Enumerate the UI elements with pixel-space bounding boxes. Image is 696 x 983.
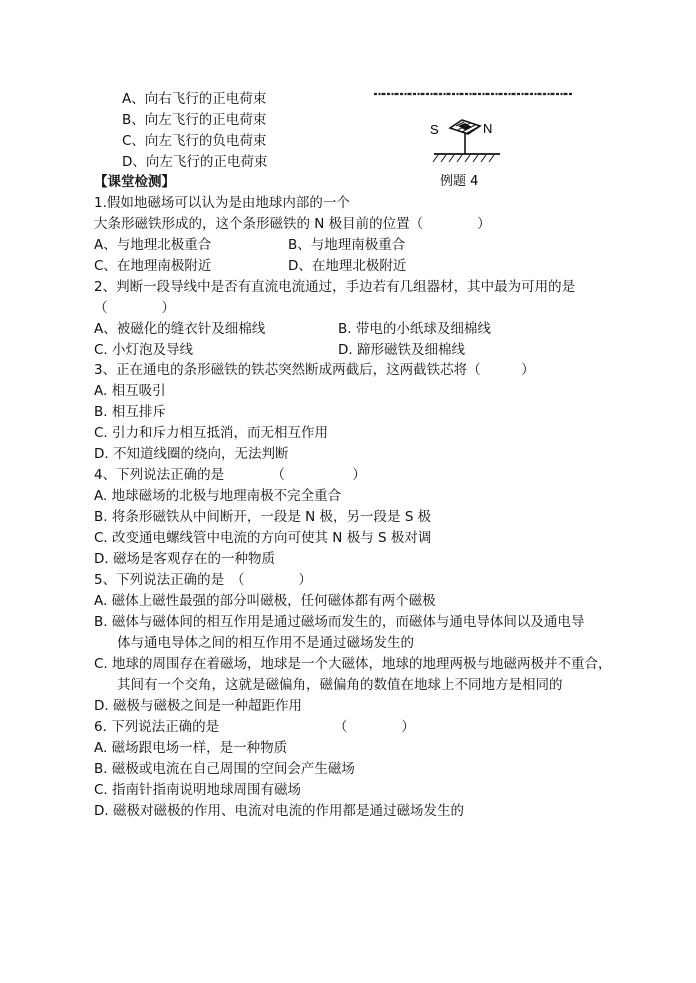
q4-stem: 4、下列说法正确的是 （ ） xyxy=(94,467,366,483)
q6-option-d: D. 磁极对磁极的作用、电流对电流的作用都是通过磁场发生的 xyxy=(94,803,464,819)
q1-option-c: C、在地理南极附近 xyxy=(94,258,212,274)
q4-option-d: D. 磁场是客观存在的一种物质 xyxy=(94,551,275,567)
q3-option-d: D. 不知道线圈的绕向，无法判断 xyxy=(94,446,289,462)
q5-option-b-line2: 体与通电导体之间的相互作用不是通过磁场发生的 xyxy=(117,635,414,651)
q2-option-b: B. 带电的小纸球及细棉线 xyxy=(338,321,491,337)
q1-option-a: A、与地理北极重合 xyxy=(94,237,212,253)
q5-option-c-line2: 其间有一个交角，这就是磁偏角，磁偏角的数值在地球上不同地方是相同的 xyxy=(117,677,563,693)
example-option-d: D、向左飞行的正电荷束 xyxy=(122,154,268,170)
q2-stem-line1: 2、判断一段导线中是否有直流电流通过，手边若有几组器材，其中最为可用的是 xyxy=(94,279,576,295)
example-option-b: B、向左飞行的正电荷束 xyxy=(122,112,267,128)
example-option-c: C、向左飞行的负电荷束 xyxy=(122,133,267,149)
q3-option-b: B. 相互排斥 xyxy=(94,404,166,420)
example-option-a: A、向右飞行的正电荷束 xyxy=(122,91,267,107)
section-title: 【课堂检测】 xyxy=(94,174,175,190)
q3-option-c: C. 引力和斥力相互抵消，而无相互作用 xyxy=(94,425,329,441)
s-pole-label: S xyxy=(430,122,439,137)
q2-stem-line2: （ ） xyxy=(94,300,175,316)
q4-option-c: C. 改变通电螺线管中电流的方向可使其 N 极与 S 极对调 xyxy=(94,530,432,546)
q1-option-b: B、与地理南极重合 xyxy=(288,237,406,253)
q2-option-d: D. 蹄形磁铁及细棉线 xyxy=(338,342,465,358)
q1-option-d: D、在地理北极附近 xyxy=(288,258,407,274)
q5-stem: 5、下列说法正确的是 （ ） xyxy=(94,572,312,588)
q5-option-b-line1: B. 磁体与磁体间的相互作用是通过磁场而发生的，而磁体与通电导体间以及通电导 xyxy=(94,614,585,630)
q2-option-a: A、被磁化的缝衣针及细棉线 xyxy=(94,321,266,337)
compass-diagram xyxy=(372,86,582,198)
q3-stem: 3、正在通电的条形磁铁的铁芯突然断成两截后，这两截铁芯将（ ） xyxy=(94,362,535,378)
figure-caption: 例题 4 xyxy=(440,174,479,189)
q2-option-c: C. 小灯泡及导线 xyxy=(94,342,194,358)
q4-option-b: B. 将条形磁铁从中间断开，一段是 N 极，另一段是 S 极 xyxy=(94,509,432,525)
q1-stem-line2: 大条形磁铁形成的，这个条形磁铁的 N 极目前的位置（ ） xyxy=(94,216,491,232)
q3-option-a: A. 相互吸引 xyxy=(94,383,166,399)
q4-option-a: A. 地球磁场的北极与地理南极不完全重合 xyxy=(94,488,342,504)
q5-option-d: D. 磁极与磁极之间是一种超距作用 xyxy=(94,698,302,714)
magnetic-needle-icon xyxy=(450,120,480,134)
q5-option-a: A. 磁体上磁性最强的部分叫磁极，任何磁体都有两个磁极 xyxy=(94,593,436,609)
ground-hatching xyxy=(433,155,494,162)
n-pole-label: N xyxy=(483,121,493,136)
example-figure xyxy=(372,86,582,198)
q5-option-c-line1: C. 地球的周围存在着磁场，地球是一个大磁体，地球的地理两极与地磁两极并不重合， xyxy=(94,656,612,672)
q1-stem-line1: 1.假如地磁场可以认为是由地球内部的一个 xyxy=(94,195,350,211)
q6-option-a: A. 磁场跟电场一样，是一种物质 xyxy=(94,740,288,756)
q6-option-c: C. 指南针指南说明地球周围有磁场 xyxy=(94,782,302,798)
q6-stem: 6. 下列说法正确的是 （ ） xyxy=(94,719,415,735)
q6-option-b: B. 磁极或电流在自己周围的空间会产生磁场 xyxy=(94,761,355,777)
